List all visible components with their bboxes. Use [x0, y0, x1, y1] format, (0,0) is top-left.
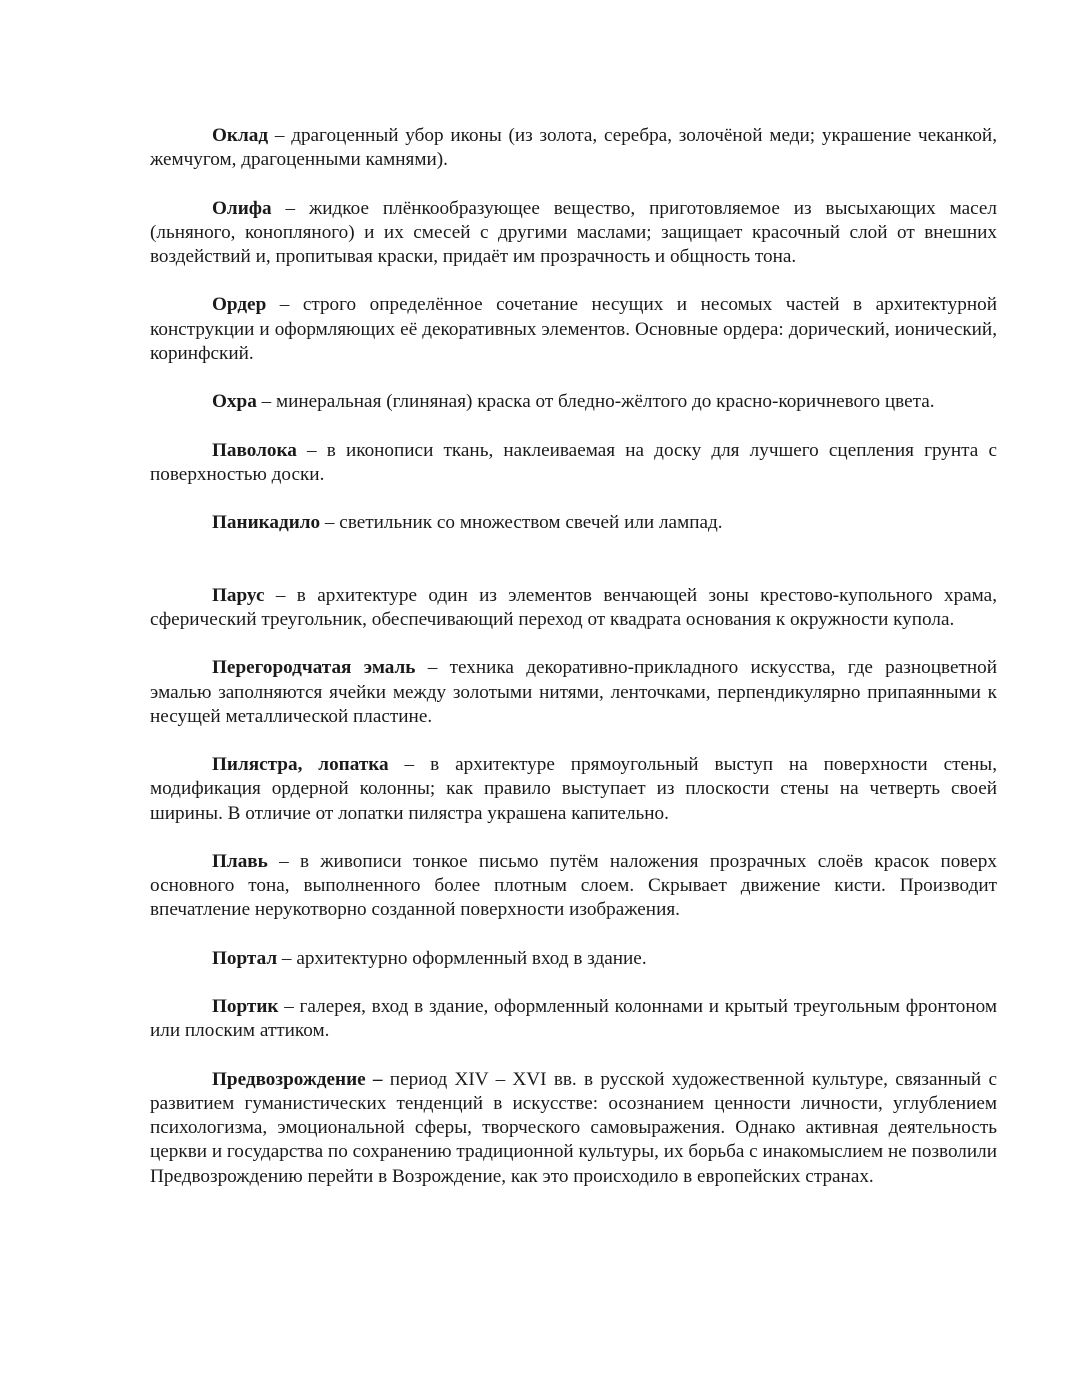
- entry-definition: – в иконописи ткань, наклеиваемая на доску для лучшего сцепления грунта с поверхностью доски.: [150, 439, 997, 485]
- entry-term: Паволока: [212, 439, 297, 461]
- entry-definition: – в архитектуре прямоугольный выступ на поверхности стены, модификация ордерной колонны; как правило выступает из плоскости стены на четверть своей ширины. В отличие от лопатки пилястра украшена капительно.: [150, 754, 997, 824]
- entry-definition: период XIV – XVI вв. в русской художественной культуре, связанный с развитием гуманистических тенденций в искусстве: осознанием ценности личности, углублением психологизма, эмоциональной сферы, творческого самовыражения. Однако активная деятельность церкви и государства по сохранению традиционной культуры, их борьба с инакомыслием не позволили Предвозрождению перейти в Возрождение, как это происходило в европейских странах.: [150, 1068, 997, 1187]
- entry-definition: – архитектурно оформленный вход в здание.: [277, 947, 647, 969]
- glossary-entry-pavoloka: [150, 439, 997, 487]
- entry-definition: – в живописи тонкое письмо путём наложения прозрачных слоёв красок поверх основного тона, выполненного более плотным слоем. Скрывает движение кисти. Производит впечатление нерукотворно созданной поверхности изображения.: [150, 850, 997, 921]
- glossary-entry-portal: [150, 947, 997, 971]
- glossary-entry-order: [150, 293, 997, 366]
- glossary-entry-olifa: [150, 197, 997, 270]
- entry-term: Охра: [212, 391, 257, 413]
- entry-term: Перегородчатая эмаль: [212, 657, 416, 679]
- glossary-entry-oklad: [150, 124, 997, 172]
- glossary-entry-predvozrozhdenie: [150, 1068, 997, 1189]
- entry-term: Предвозрождение –: [212, 1068, 383, 1090]
- entry-definition: – жидкое плёнкообразующее вещество, приготовляемое из высыхающих масел (льняного, конопляного) и их смесей с другими маслами; защищает красочный слой от внешних воздействий и, пропитывая краски, придаёт им прозрачность и общность тона.: [150, 197, 997, 267]
- entry-definition: – строго определённое сочетание несущих и несомых частей в архитектурной конструкции и оформляющих её декоративных элементов. Основные ордера: дорический, ионический, коринфский.: [150, 294, 997, 364]
- glossary-entry-plav: [150, 850, 997, 923]
- glossary-entry-pilyastra: [150, 753, 997, 826]
- entry-definition: – галерея, вход в здание, оформленный колоннами и крытый треугольным фронтоном или плоским аттиком.: [150, 996, 997, 1042]
- entry-definition: – в архитектуре один из элементов венчающей зоны крестово-купольного храма, сферический треугольник, обеспечивающий переход от квадрата основания к окружности купола.: [150, 584, 997, 630]
- glossary-entry-parus: [150, 584, 997, 632]
- glossary-entry-portik: [150, 995, 997, 1043]
- glossary-entry-okhra: [150, 390, 997, 414]
- entry-definition: – минеральная (глиняная) краска от бледно-жёлтого до красно-коричневого цвета.: [256, 391, 935, 413]
- entry-term: Ордер: [212, 294, 267, 316]
- entry-term: Парус: [212, 584, 265, 606]
- glossary-entry-peregorodchataya-emal: [150, 656, 997, 729]
- entry-term: Олифа: [212, 197, 272, 219]
- entry-term: Портал: [212, 947, 278, 969]
- entry-term: Пилястра, лопатка: [212, 754, 389, 776]
- entry-term: Паникадило: [212, 512, 321, 534]
- entry-term: Плавь: [212, 850, 268, 872]
- entry-definition: – светильник со множеством свечей или лампад.: [320, 512, 723, 534]
- entry-definition: – драгоценный убор иконы (из золота, серебра, золочёной меди; украшение чеканкой, жемчугом, драгоценными камнями).: [150, 125, 997, 171]
- entry-term: Портик: [212, 996, 279, 1018]
- entry-term: Оклад: [212, 125, 269, 146]
- glossary-entry-panikadilo: [150, 511, 997, 535]
- entry-definition: – техника декоративно-прикладного искусства, где разноцветной эмалью заполняются ячейки между золотыми нитями, ленточками, перпендикулярно припаянными к несущей металлической пластине.: [150, 657, 997, 727]
- glossary-page: [150, 124, 997, 1189]
